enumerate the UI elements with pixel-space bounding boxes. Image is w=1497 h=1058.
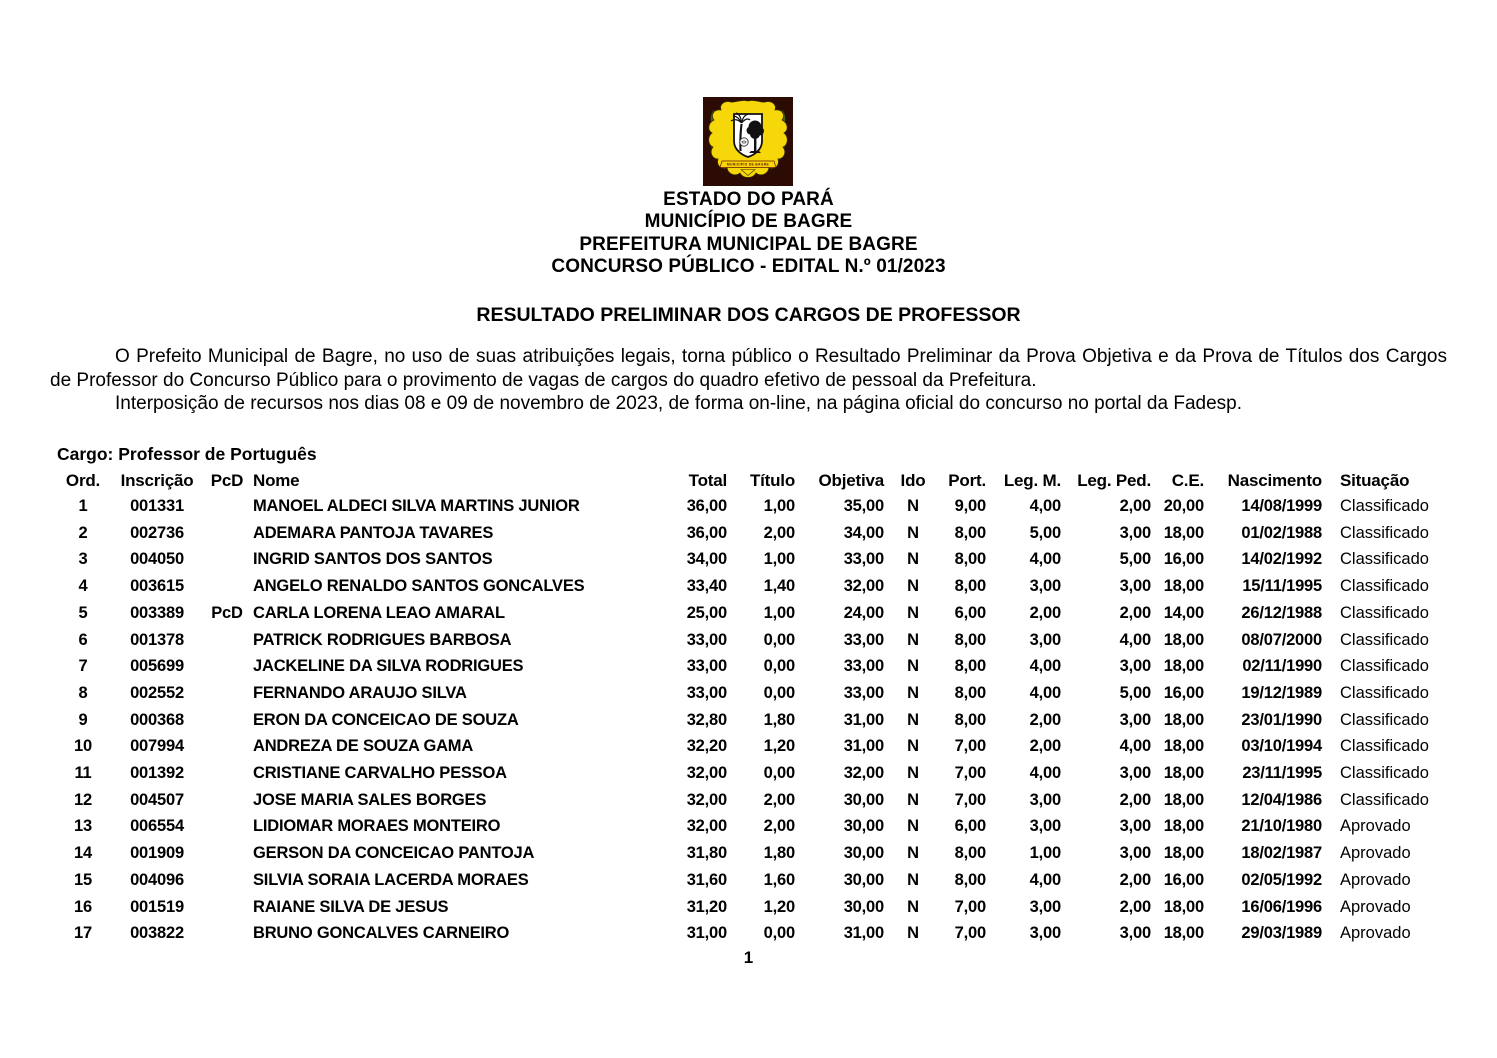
cell-ido: N: [907, 497, 919, 515]
column-header-ce: C.E.: [1171, 471, 1204, 490]
column-header-leg_m: Leg. M.: [1003, 471, 1061, 490]
cell-ido: N: [907, 870, 919, 889]
cell-leg_ped: 3,00: [1119, 577, 1151, 596]
municipal-crest-icon: [703, 97, 793, 186]
cell-ce: 18,00: [1163, 844, 1204, 863]
table-row: [57, 653, 1447, 680]
cell-nascimento: 16/06/1996: [1241, 897, 1322, 916]
page-number: 1: [743, 948, 754, 967]
cell-ord: 12: [74, 790, 92, 809]
cell-leg_ped: 3,00: [1119, 817, 1151, 836]
cell-titulo: 1,60: [763, 870, 795, 889]
cell-leg_ped: 2,00: [1119, 790, 1151, 809]
cell-objetiva: 30,00: [843, 817, 884, 836]
cell-total: 31,00: [686, 924, 727, 943]
column-header-nascimento: Nascimento: [1227, 471, 1322, 490]
cell-total: 31,20: [686, 897, 727, 916]
cell-leg_ped: 2,00: [1119, 870, 1151, 889]
cell-leg_m: 3,00: [1029, 924, 1061, 943]
cell-leg_m: 4,00: [1029, 683, 1061, 702]
column-header-ord: Ord.: [65, 471, 101, 490]
cell-inscricao: 001519: [130, 897, 184, 916]
table-row: [57, 840, 1447, 867]
cell-objetiva: 30,00: [843, 844, 884, 863]
cell-titulo: 2,00: [763, 790, 795, 809]
org-line-municipality: MUNICÍPIO DE BAGRE: [644, 211, 853, 233]
cell-inscricao: 003389: [130, 603, 184, 622]
cell-nome: JACKELINE DA SILVA RODRIGUES: [253, 657, 524, 676]
cell-leg_m: 5,00: [1029, 523, 1061, 542]
cell-ord: 13: [74, 817, 92, 836]
cell-objetiva: 31,00: [843, 737, 884, 756]
cell-situacao: Classificado: [1340, 550, 1429, 569]
cell-leg_m: 4,00: [1029, 870, 1061, 889]
results-table-header-row: [57, 468, 1447, 493]
column-header-port: Port.: [948, 471, 986, 490]
cell-inscricao: 002736: [130, 523, 184, 542]
cell-pcd: [205, 573, 249, 600]
cell-nascimento: 01/02/1988: [1241, 523, 1322, 542]
cell-situacao: Classificado: [1340, 657, 1429, 676]
cell-nome: ERON DA CONCEICAO DE SOUZA: [253, 710, 519, 729]
cell-leg_m: 4,00: [1029, 497, 1061, 515]
cell-total: 33,00: [686, 683, 727, 702]
cell-leg_m: 3,00: [1029, 897, 1061, 916]
cell-port: 7,00: [954, 897, 986, 916]
column-header-pcd: PcD: [210, 471, 244, 490]
table-row: [57, 733, 1447, 760]
cell-port: 8,00: [954, 844, 986, 863]
cell-ord: 3: [78, 550, 88, 569]
cell-ce: 18,00: [1163, 764, 1204, 783]
cell-inscricao: 004096: [130, 870, 184, 889]
table-row: [57, 920, 1447, 947]
cell-port: 8,00: [954, 577, 986, 596]
cell-total: 33,40: [686, 577, 727, 596]
cell-nascimento: 15/11/1995: [1242, 577, 1322, 596]
cell-ord: 1: [78, 497, 88, 515]
cell-total: 34,00: [686, 550, 727, 569]
cell-port: 6,00: [954, 817, 986, 836]
org-line-edital: CONCURSO PÚBLICO - EDITAL N.º 01/2023: [551, 255, 946, 277]
table-row: [57, 627, 1447, 654]
org-line-state: ESTADO DO PARÁ: [663, 189, 834, 210]
cell-ido: N: [907, 577, 919, 596]
cell-titulo: 1,20: [763, 737, 795, 756]
cell-ce: 18,00: [1163, 630, 1204, 649]
cell-ido: N: [907, 550, 919, 569]
cell-leg_m: 1,00: [1029, 844, 1061, 863]
cell-ce: 18,00: [1163, 737, 1204, 756]
cell-ce: 18,00: [1163, 924, 1204, 943]
cell-situacao: Aprovado: [1340, 924, 1411, 943]
cell-inscricao: 006554: [130, 817, 184, 836]
cell-leg_ped: 4,00: [1119, 737, 1151, 756]
cell-ord: 16: [74, 897, 92, 916]
cell-nome: LIDIOMAR MORAES MONTEIRO: [253, 817, 501, 836]
cell-objetiva: 24,00: [843, 603, 884, 622]
cell-port: 6,00: [954, 603, 986, 622]
cell-titulo: 1,00: [763, 603, 795, 622]
cell-nascimento: 14/08/1999: [1241, 497, 1322, 515]
org-line-prefecture: PREFEITURA MUNICIPAL DE BAGRE: [579, 233, 918, 255]
cell-titulo: 1,20: [763, 897, 795, 916]
svg-text:MUNICIPIO DE BAGRE: MUNICIPIO DE BAGRE: [726, 162, 770, 167]
cell-objetiva: 33,00: [843, 657, 884, 676]
org-header: [0, 189, 1497, 278]
cell-leg_m: 4,00: [1029, 550, 1061, 569]
cell-total: 32,00: [686, 764, 727, 783]
cell-titulo: 0,00: [763, 764, 795, 783]
cell-leg_ped: 4,00: [1119, 630, 1151, 649]
cell-nome: SILVIA SORAIA LACERDA MORAES: [253, 870, 529, 889]
cell-situacao: Aprovado: [1340, 817, 1411, 836]
cell-nome: CARLA LORENA LEAO AMARAL: [253, 603, 505, 622]
cell-nome: INGRID SANTOS DOS SANTOS: [253, 550, 493, 569]
results-table: [57, 468, 1447, 947]
cell-nascimento: 02/11/1990: [1242, 657, 1322, 676]
table-row: [57, 760, 1447, 787]
cell-pcd: [205, 546, 249, 573]
cell-ord: 8: [78, 683, 88, 702]
cell-situacao: Classificado: [1340, 497, 1429, 515]
column-header-objetiva: Objetiva: [818, 471, 884, 490]
cell-ce: 18,00: [1163, 577, 1204, 596]
cell-ido: N: [907, 737, 919, 756]
cell-nascimento: 03/10/1994: [1241, 737, 1322, 756]
cargo-heading: Cargo: Professor de Português: [57, 444, 317, 464]
table-row: [57, 546, 1447, 573]
cell-ido: N: [907, 764, 919, 783]
cell-pcd: [205, 920, 249, 947]
table-row: [57, 680, 1447, 707]
cell-inscricao: 000368: [130, 710, 184, 729]
cell-total: 36,00: [686, 523, 727, 542]
cell-ido: N: [907, 603, 919, 622]
cell-inscricao: 004050: [130, 550, 184, 569]
cell-port: 9,00: [954, 497, 986, 515]
cell-ce: 18,00: [1163, 897, 1204, 916]
cell-port: 8,00: [954, 523, 986, 542]
cell-pcd: [205, 733, 249, 760]
cell-titulo: 0,00: [763, 657, 795, 676]
table-row: [57, 707, 1447, 734]
cell-titulo: 1,00: [763, 550, 795, 569]
cell-situacao: Classificado: [1340, 710, 1429, 729]
cell-ce: 18,00: [1163, 710, 1204, 729]
cell-objetiva: 30,00: [843, 870, 884, 889]
cell-ido: N: [907, 683, 919, 702]
cell-objetiva: 31,00: [843, 710, 884, 729]
column-header-inscricao: Inscrição: [120, 471, 194, 490]
cell-situacao: Aprovado: [1340, 870, 1411, 889]
table-row: [57, 493, 1447, 520]
table-row: [57, 573, 1447, 600]
intro-paragraph-1: O Prefeito Municipal de Bagre, no uso de suas atribuições legais, torna público o Resultado Preliminar da Prova Objetiva e da Prova de Títulos dos Cargos de Professor do Concurso Público para o provimento de vagas de cargos do quadro efetivo de pessoal da Prefeitura.: [50, 346, 1447, 391]
cell-total: 31,80: [686, 844, 727, 863]
cell-leg_m: 4,00: [1029, 657, 1061, 676]
cell-inscricao: 001909: [130, 844, 184, 863]
cell-nome: JOSE MARIA SALES BORGES: [253, 790, 487, 809]
cell-ido: N: [907, 817, 919, 836]
cell-nome: MANOEL ALDECI SILVA MARTINS JUNIOR: [253, 497, 580, 515]
cell-ido: N: [907, 844, 919, 863]
cell-port: 7,00: [954, 764, 986, 783]
cell-leg_ped: 3,00: [1119, 523, 1151, 542]
cell-nome: ANGELO RENALDO SANTOS GONCALVES: [253, 577, 585, 596]
cell-pcd: [205, 894, 249, 921]
cell-inscricao: 001378: [130, 630, 184, 649]
cell-nascimento: 23/11/1995: [1242, 764, 1322, 783]
cell-pcd: [205, 653, 249, 680]
cell-port: 7,00: [954, 924, 986, 943]
cell-total: 36,00: [686, 497, 727, 515]
cell-leg_ped: 5,00: [1119, 683, 1151, 702]
cell-pcd: [205, 520, 249, 547]
cell-leg_m: 2,00: [1029, 737, 1061, 756]
cell-leg_ped: 3,00: [1119, 844, 1151, 863]
cell-inscricao: 001392: [130, 764, 184, 783]
cell-pcd: [205, 867, 249, 894]
cell-objetiva: 30,00: [843, 790, 884, 809]
cell-leg_m: 3,00: [1029, 790, 1061, 809]
cell-nascimento: 26/12/1988: [1241, 603, 1322, 622]
cell-titulo: 1,80: [763, 844, 795, 863]
cell-inscricao: 007994: [130, 737, 184, 756]
cell-total: 31,60: [686, 870, 727, 889]
cell-port: 8,00: [954, 657, 986, 676]
cell-pcd: [205, 760, 249, 787]
cell-pcd: [205, 493, 249, 520]
cell-pcd: [205, 813, 249, 840]
cell-ord: 17: [74, 924, 92, 943]
cell-titulo: 0,00: [763, 630, 795, 649]
cell-titulo: 0,00: [763, 683, 795, 702]
cell-objetiva: 33,00: [843, 630, 884, 649]
cell-total: 32,00: [686, 790, 727, 809]
cell-nascimento: 12/04/1986: [1241, 790, 1322, 809]
cell-leg_m: 3,00: [1029, 817, 1061, 836]
cell-ord: 2: [78, 523, 88, 542]
cell-pcd: [205, 627, 249, 654]
cell-ido: N: [907, 790, 919, 809]
cell-ce: 20,00: [1163, 497, 1204, 515]
cell-leg_ped: 3,00: [1119, 657, 1151, 676]
cell-nascimento: 08/07/2000: [1241, 630, 1322, 649]
cell-total: 32,80: [686, 710, 727, 729]
cell-inscricao: 001331: [130, 497, 184, 515]
cell-total: 25,00: [686, 603, 727, 622]
column-header-total: Total: [688, 471, 727, 490]
cell-port: 8,00: [954, 683, 986, 702]
cell-leg_ped: 2,00: [1119, 497, 1151, 515]
cell-nome: RAIANE SILVA DE JESUS: [253, 897, 449, 916]
cell-titulo: 1,40: [763, 577, 795, 596]
cell-leg_m: 3,00: [1029, 577, 1061, 596]
cell-ord: 14: [74, 844, 92, 863]
cell-titulo: 2,00: [763, 817, 795, 836]
cell-nome: CRISTIANE CARVALHO PESSOA: [253, 764, 507, 783]
cell-pcd: [205, 680, 249, 707]
cell-situacao: Classificado: [1340, 683, 1429, 702]
cell-total: 33,00: [686, 630, 727, 649]
table-row: [57, 787, 1447, 814]
document-title: RESULTADO PRELIMINAR DOS CARGOS DE PROFESSOR: [476, 304, 1021, 326]
cell-objetiva: 35,00: [843, 497, 884, 515]
cell-total: 33,00: [686, 657, 727, 676]
cell-pcd: [205, 840, 249, 867]
cell-nome: FERNANDO ARAUJO SILVA: [253, 683, 467, 702]
cell-pcd: [205, 787, 249, 814]
cell-nascimento: 29/03/1989: [1241, 924, 1322, 943]
cell-situacao: Classificado: [1340, 764, 1429, 783]
intro-paragraphs: [50, 345, 1447, 416]
cell-situacao: Aprovado: [1340, 844, 1411, 863]
cell-ce: 16,00: [1163, 870, 1204, 889]
cell-situacao: Aprovado: [1340, 897, 1411, 916]
cell-ord: 11: [74, 764, 92, 783]
cell-leg_ped: 2,00: [1119, 603, 1151, 622]
table-row: [57, 894, 1447, 921]
cell-leg_m: 3,00: [1029, 630, 1061, 649]
cell-ido: N: [907, 630, 919, 649]
cell-titulo: 0,00: [763, 924, 795, 943]
cell-titulo: 1,00: [763, 497, 795, 515]
cell-ido: N: [907, 710, 919, 729]
cell-ido: N: [907, 523, 919, 542]
cell-leg_ped: 3,00: [1119, 764, 1151, 783]
cell-leg_ped: 3,00: [1119, 924, 1151, 943]
cell-situacao: Classificado: [1340, 523, 1429, 542]
cell-objetiva: 32,00: [843, 577, 884, 596]
cell-ord: 4: [78, 577, 88, 596]
cell-ce: 18,00: [1163, 790, 1204, 809]
cell-ce: 18,00: [1163, 657, 1204, 676]
cell-nascimento: 21/10/1980: [1241, 817, 1322, 836]
cell-inscricao: 004507: [130, 790, 184, 809]
cell-nascimento: 02/05/1992: [1241, 870, 1322, 889]
cell-ce: 18,00: [1163, 523, 1204, 542]
table-row: [57, 520, 1447, 547]
cell-port: 8,00: [954, 550, 986, 569]
cell-situacao: Classificado: [1340, 630, 1429, 649]
cell-titulo: 1,80: [763, 710, 795, 729]
cell-inscricao: 003822: [130, 924, 184, 943]
cell-nome: PATRICK RODRIGUES BARBOSA: [253, 630, 512, 649]
cell-nome: ANDREZA DE SOUZA GAMA: [253, 737, 474, 756]
cell-ido: N: [907, 657, 919, 676]
cell-leg_m: 2,00: [1029, 710, 1061, 729]
cell-inscricao: 003615: [130, 577, 184, 596]
cell-total: 32,20: [686, 737, 727, 756]
column-header-leg_ped: Leg. Ped.: [1077, 471, 1151, 490]
cell-situacao: Classificado: [1340, 577, 1429, 596]
cell-leg_m: 2,00: [1029, 603, 1061, 622]
table-row: [57, 813, 1447, 840]
cell-ord: 9: [78, 710, 88, 729]
cell-objetiva: 33,00: [843, 550, 884, 569]
cell-objetiva: 31,00: [843, 924, 884, 943]
cell-ord: 10: [74, 737, 92, 756]
cell-pcd: PcD: [211, 603, 243, 622]
cell-ce: 14,00: [1163, 603, 1204, 622]
cell-nome: BRUNO GONCALVES CARNEIRO: [253, 924, 510, 943]
cell-nome: ADEMARA PANTOJA TAVARES: [253, 523, 494, 542]
cell-ord: 7: [78, 657, 88, 676]
cell-nascimento: 23/01/1990: [1241, 710, 1322, 729]
table-row: [57, 600, 1447, 627]
cell-titulo: 2,00: [763, 523, 795, 542]
cell-total: 32,00: [686, 817, 727, 836]
cell-situacao: Classificado: [1340, 790, 1429, 809]
cell-objetiva: 33,00: [843, 683, 884, 702]
cell-ido: N: [907, 924, 919, 943]
cell-situacao: Classificado: [1340, 737, 1429, 756]
cell-ce: 18,00: [1163, 817, 1204, 836]
cell-ce: 16,00: [1163, 683, 1204, 702]
cell-nascimento: 19/12/1989: [1241, 683, 1322, 702]
column-header-situacao: Situação: [1340, 471, 1410, 490]
cell-objetiva: 30,00: [843, 897, 884, 916]
cell-ce: 16,00: [1163, 550, 1204, 569]
column-header-nome: Nome: [253, 471, 300, 490]
cell-port: 8,00: [954, 870, 986, 889]
intro-paragraph-2: Interposição de recursos nos dias 08 e 09 de novembro de 2023, de forma on-line, na página oficial do concurso no portal da Fadesp.: [115, 393, 1242, 414]
cell-objetiva: 32,00: [843, 764, 884, 783]
cell-ido: N: [907, 897, 919, 916]
cell-ord: 6: [78, 630, 88, 649]
cell-nascimento: 14/02/1992: [1241, 550, 1322, 569]
cell-leg_ped: 5,00: [1119, 550, 1151, 569]
results-table-body: [57, 493, 1447, 947]
cell-objetiva: 34,00: [843, 523, 884, 542]
cell-inscricao: 002552: [130, 683, 184, 702]
table-row: [57, 867, 1447, 894]
cell-nascimento: 18/02/1987: [1241, 844, 1322, 863]
cell-inscricao: 005699: [130, 657, 184, 676]
cell-nome: GERSON DA CONCEICAO PANTOJA: [253, 844, 535, 863]
cell-pcd: [205, 707, 249, 734]
cell-leg_m: 4,00: [1029, 764, 1061, 783]
cell-port: 8,00: [954, 630, 986, 649]
cell-ord: 15: [74, 870, 92, 889]
column-header-ido: Ido: [900, 471, 926, 490]
cell-leg_ped: 2,00: [1119, 897, 1151, 916]
cell-leg_ped: 3,00: [1119, 710, 1151, 729]
cell-port: 8,00: [954, 710, 986, 729]
cell-situacao: Classificado: [1340, 603, 1429, 622]
cell-ord: 5: [78, 603, 88, 622]
column-header-titulo: Título: [749, 471, 795, 490]
cell-port: 7,00: [954, 737, 986, 756]
cell-port: 7,00: [954, 790, 986, 809]
